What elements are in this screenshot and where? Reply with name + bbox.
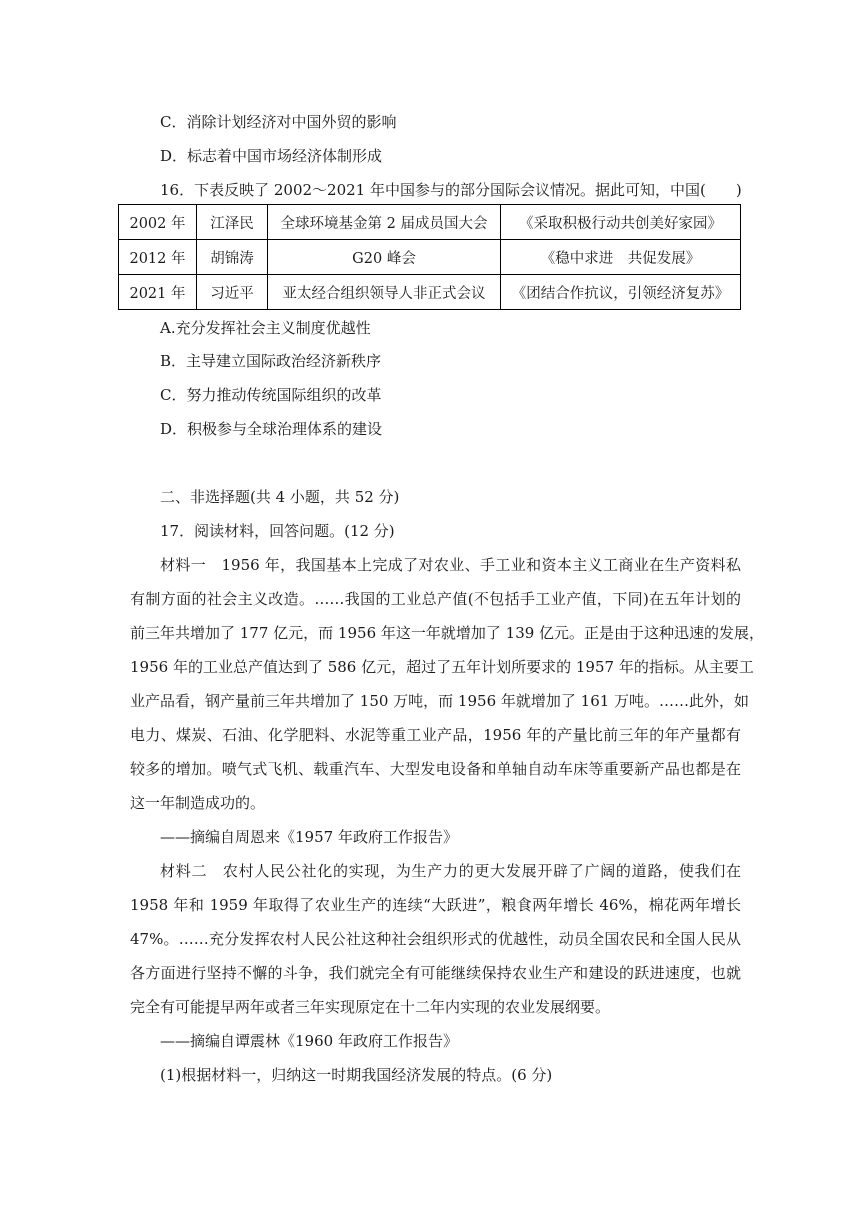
table-cell-meeting: G20 峰会 bbox=[268, 240, 501, 275]
material1-line: 业产品看，钢产量前三年共增加了 150 万吨，而 1956 年就增加了 161 万吨。……此外，如 bbox=[130, 692, 750, 710]
table-cell-leader: 胡锦涛 bbox=[197, 240, 268, 275]
table-cell-year: 2012 年 bbox=[119, 240, 197, 275]
table-cell-year: 2002 年 bbox=[119, 205, 197, 240]
table-row bbox=[119, 205, 741, 240]
q15-option-c: C．消除计划经济对中国外贸的影响 bbox=[160, 113, 397, 131]
material1-line: 1956 年的工业总产值达到了 586 亿元，超过了五年计划所要求的 1957 年的指标。从主要工 bbox=[130, 658, 754, 676]
q17-stem: 17．阅读材料，回答问题。(12 分) bbox=[160, 522, 395, 540]
table-cell-speech: 《团结合作抗议，引领经济复苏》 bbox=[501, 275, 741, 310]
table-cell-speech: 《稳中求进 共促发展》 bbox=[501, 240, 741, 275]
material2-line: 47%。……充分发挥农村人民公社这种社会组织形式的优越性，动员全国农民和全国人民从 bbox=[130, 930, 741, 948]
material1-line: 这一年制造成功的。 bbox=[130, 794, 266, 812]
q16-option-a: A.充分发挥社会主义制度优越性 bbox=[160, 319, 371, 337]
table-row bbox=[119, 275, 741, 310]
q15-option-d: D．标志着中国市场经济体制形成 bbox=[160, 147, 383, 165]
material1-line: 较多的增加。喷气式飞机、载重汽车、大型发电设备和单轴自动车床等重要新产品也都是在 bbox=[130, 760, 741, 778]
q16-option-d: D．积极参与全球治理体系的建设 bbox=[160, 420, 383, 438]
table-cell-leader: 江泽民 bbox=[197, 205, 268, 240]
material1-line: 前三年共增加了 177 亿元，而 1956 年这一年就增加了 139 亿元。正是由于这种迅速的发展， bbox=[130, 624, 765, 642]
table-cell-meeting: 全球环境基金第 2 届成员国大会 bbox=[268, 205, 501, 240]
q16-option-b: B．主导建立国际政治经济新秩序 bbox=[160, 352, 382, 370]
material2-line: 材料二 农村人民公社化的实现，为生产力的更大发展开辟了广阔的道路，使我们在 bbox=[160, 862, 741, 880]
material1-line: 材料一 1956 年，我国基本上完成了对农业、手工业和资本主义工商业在生产资料私 bbox=[160, 556, 741, 574]
q16-option-c: C．努力推动传统国际组织的改革 bbox=[160, 386, 382, 404]
table-cell-year: 2021 年 bbox=[119, 275, 197, 310]
q16-table bbox=[118, 204, 741, 310]
material2-line: 完全有可能提早两年或者三年实现原定在十二年内实现的农业发展纲要。 bbox=[130, 998, 611, 1016]
material2-source: ——摘编自谭震林《1960 年政府工作报告》 bbox=[160, 1032, 458, 1050]
section-title: 二、非选择题(共 4 小题，共 52 分) bbox=[160, 488, 400, 506]
q17-subquestion-1: (1)根据材料一，归纳这一时期我国经济发展的特点。(6 分) bbox=[160, 1066, 553, 1084]
table-cell-speech: 《采取积极行动共创美好家园》 bbox=[501, 205, 741, 240]
material1-source: ——摘编自周恩来《1957 年政府工作报告》 bbox=[160, 828, 458, 846]
material2-line: 各方面进行坚持不懈的斗争，我们就完全有可能继续保持农业生产和建设的跃进速度，也就 bbox=[130, 964, 741, 982]
table-cell-meeting: 亚太经合组织领导人非正式会议 bbox=[268, 275, 501, 310]
material1-line: 有制方面的社会主义改造。……我国的工业总产值(不包括手工业产值，下同)在五年计划的 bbox=[130, 590, 741, 608]
material2-line: 1958 年和 1959 年取得了农业生产的连续“大跃进”，粮食两年增长 46%，棉花两年增长 bbox=[130, 896, 741, 914]
material1-line: 电力、煤炭、石油、化学肥料、水泥等重工业产品，1956 年的产量比前三年的年产量都有 bbox=[130, 726, 741, 744]
q16-stem: 16．下表反映了 2002～2021 年中国参与的部分国际会议情况。据此可知，中国( ) bbox=[160, 181, 742, 199]
table-cell-leader: 习近平 bbox=[197, 275, 268, 310]
table-row bbox=[119, 240, 741, 275]
